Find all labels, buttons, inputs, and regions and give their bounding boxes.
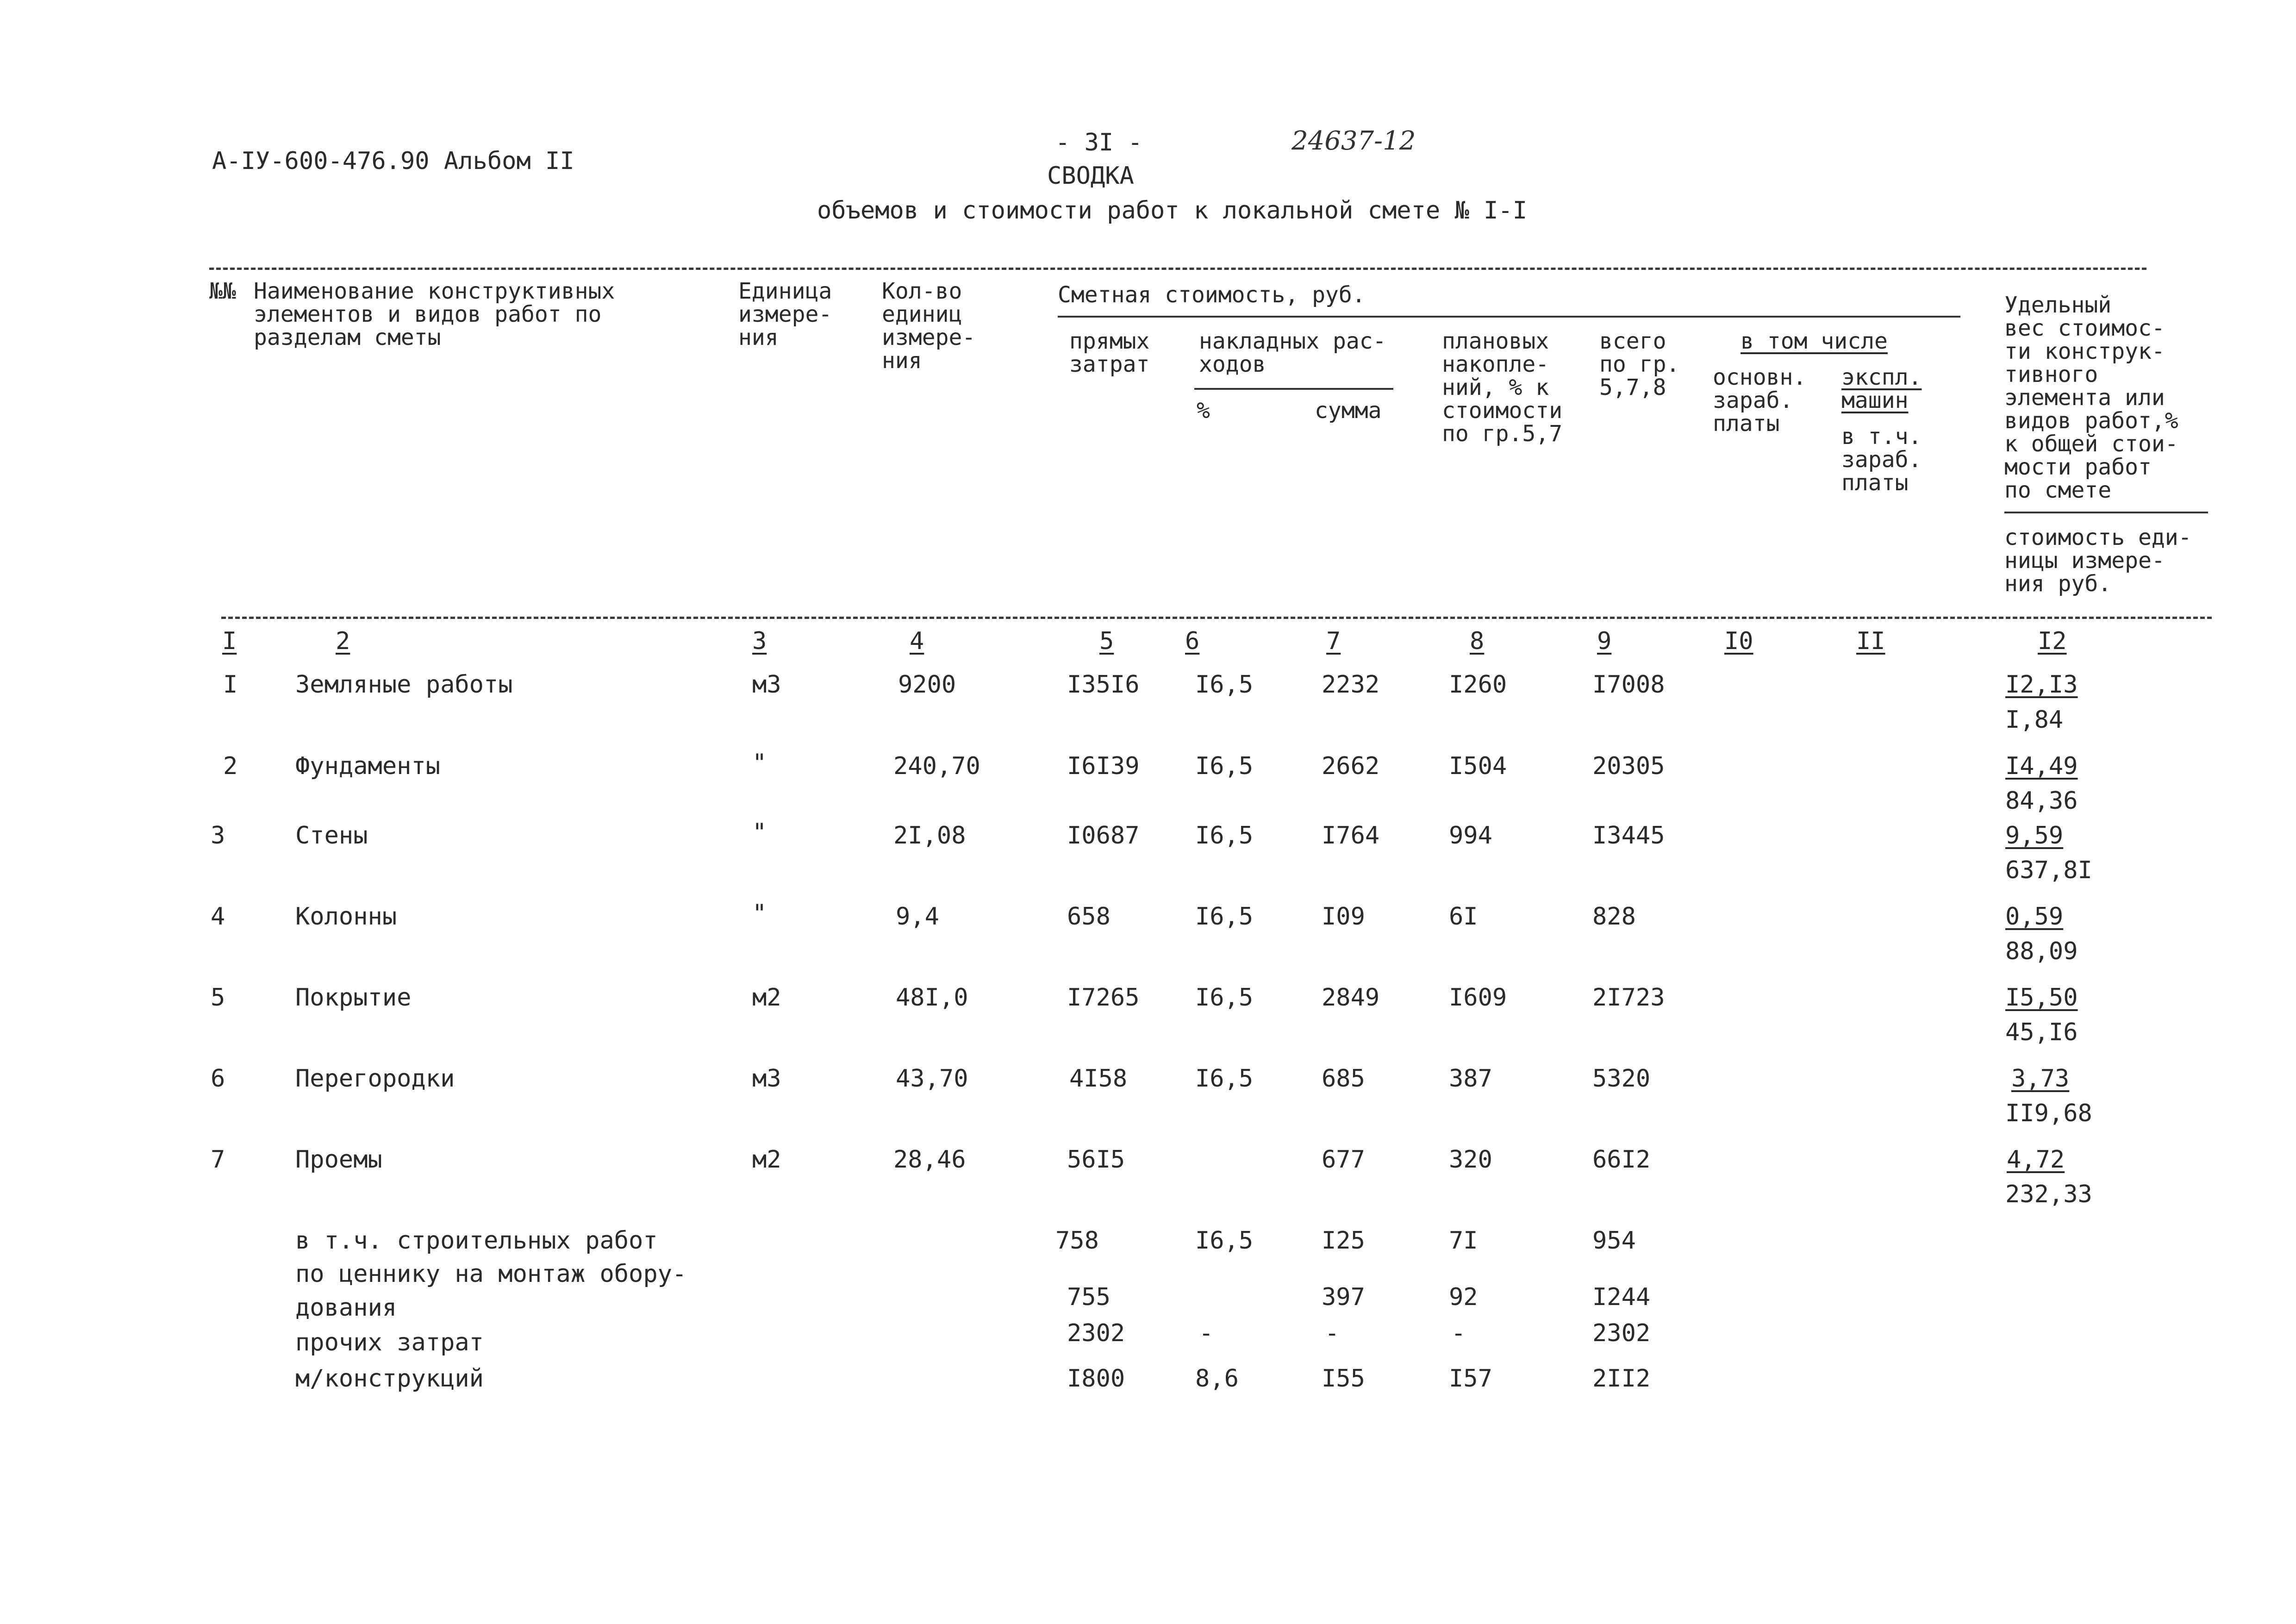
- row-name: Покрытие: [295, 984, 412, 1012]
- sub-row-total: 2II2: [1592, 1365, 1651, 1393]
- row-unit: м3: [752, 1065, 781, 1093]
- sub-row-direct: I800: [1067, 1365, 1125, 1393]
- sub-row-overhead-sum: I25: [1322, 1227, 1365, 1255]
- row-planned: I609: [1449, 984, 1507, 1012]
- header-including: в том числе: [1741, 328, 1888, 354]
- header-total: всего по гр. 5,7,8: [1599, 328, 1680, 400]
- table-top-rule: [209, 268, 2146, 270]
- row-overhead-percent: I6,5: [1195, 822, 1254, 849]
- row-name: Фундаменты: [295, 752, 441, 780]
- header-num: №№: [209, 278, 236, 304]
- row-qty: 48I,0: [896, 984, 968, 1012]
- sub-row-total: I244: [1592, 1283, 1651, 1311]
- row-share: I2,I3: [2005, 671, 2078, 699]
- row-num: 7: [211, 1146, 225, 1174]
- row-qty: 43,70: [896, 1065, 968, 1093]
- row-planned: 387: [1449, 1065, 1492, 1093]
- row-name: Проемы: [295, 1146, 382, 1174]
- row-overhead-sum: I09: [1322, 903, 1365, 931]
- row-qty: 9,4: [896, 903, 939, 931]
- header-machine-wages: в т.ч. зараб. платы: [1841, 424, 1922, 496]
- column-number: II: [1856, 627, 1885, 655]
- sub-row-direct: 758: [1055, 1227, 1099, 1255]
- row-unit-cost: 45,I6: [2005, 1018, 2078, 1046]
- sub-row-planned: 92: [1449, 1283, 1478, 1311]
- sub-row-overhead-sum: I55: [1322, 1365, 1365, 1393]
- row-planned: I260: [1449, 671, 1507, 699]
- row-name: Колонны: [295, 903, 397, 931]
- document-code: А-IУ-600-476.90 Альбом II: [212, 147, 574, 175]
- row-unit: м2: [752, 1146, 781, 1174]
- column-number: 9: [1597, 627, 1612, 655]
- sub-row-name: по ценнику на монтаж обору-: [295, 1260, 687, 1288]
- row-total: 2I723: [1592, 984, 1665, 1012]
- row-name: Перегородки: [295, 1065, 455, 1093]
- sub-row-overhead-sum: 397: [1322, 1283, 1365, 1311]
- row-name: Стены: [295, 822, 368, 849]
- row-unit-cost: 88,09: [2005, 937, 2078, 965]
- sub-row-planned: 7I: [1449, 1227, 1478, 1255]
- sub-row-name: в т.ч. строительных работ: [295, 1227, 658, 1255]
- column-number: I0: [1724, 627, 1753, 655]
- sub-row-overhead-percent: 8,6: [1195, 1365, 1239, 1393]
- sub-row-overhead-sum: -: [1325, 1319, 1340, 1347]
- header-unit: Единица измере- ния: [738, 278, 832, 350]
- header-bottom-rule: [221, 617, 2212, 619]
- row-total: 828: [1592, 903, 1636, 931]
- header-name: Наименование конструктивных элементов и видов работ по разделам сметы: [254, 278, 615, 350]
- row-planned: 994: [1449, 822, 1492, 849]
- row-unit-cost: 637,8I: [2005, 856, 2092, 884]
- row-overhead-percent: I6,5: [1195, 752, 1254, 780]
- column-number: 7: [1326, 627, 1341, 655]
- header-planned-savings: плановых накопле- ний, % к стоимости по гр.5,7: [1442, 328, 1563, 447]
- row-total: 5320: [1592, 1065, 1651, 1093]
- column-number: 3: [752, 627, 767, 655]
- column-number: 8: [1470, 627, 1485, 655]
- handwritten-number: 24637-12: [1292, 126, 1416, 156]
- row-share: 9,59: [2005, 822, 2064, 849]
- sub-row-direct: 2302: [1067, 1319, 1125, 1347]
- row-total: 20305: [1592, 752, 1665, 780]
- page-title: СВОДКА: [1047, 162, 1134, 190]
- sub-row-planned: I57: [1449, 1365, 1492, 1393]
- row-unit: м2: [752, 984, 781, 1012]
- row-num: I: [223, 671, 238, 699]
- page-number: - 3I -: [1055, 129, 1142, 156]
- row-total: I7008: [1592, 671, 1665, 699]
- column-number: I: [222, 627, 237, 655]
- row-unit: ": [752, 899, 767, 927]
- sub-row-total: 954: [1592, 1227, 1636, 1255]
- row-num: 3: [211, 822, 225, 849]
- header-qty: Кол-во единиц измере- ния: [882, 278, 976, 374]
- row-share: 0,59: [2005, 903, 2064, 931]
- specific-weight-rule: [2004, 512, 2208, 513]
- column-number: 5: [1099, 627, 1114, 655]
- header-specific-weight: Удельный вес стоимос- ти конструк- тивного элемента или видов работ,% к общей стои- мости работ по смете: [2004, 292, 2178, 503]
- row-planned: 6I: [1449, 903, 1478, 931]
- header-main-wages: основн. зараб. платы: [1713, 364, 1807, 437]
- column-number: I2: [2038, 627, 2067, 655]
- sub-row-planned: -: [1451, 1319, 1466, 1347]
- row-qty: 9200: [898, 671, 956, 699]
- row-qty: 28,46: [893, 1146, 966, 1174]
- row-direct: I6I39: [1067, 752, 1140, 780]
- row-total: I3445: [1592, 822, 1665, 849]
- header-overhead-sum: сумма: [1315, 398, 1382, 424]
- sub-row-name: прочих затрат: [295, 1329, 484, 1356]
- row-unit: м3: [752, 671, 781, 699]
- sub-row-name: дования: [295, 1294, 397, 1322]
- row-total: 66I2: [1592, 1146, 1651, 1174]
- row-unit-cost: 232,33: [2005, 1181, 2092, 1208]
- column-number: 6: [1185, 627, 1200, 655]
- row-overhead-sum: 2232: [1322, 671, 1380, 699]
- row-planned: I504: [1449, 752, 1507, 780]
- row-share: 4,72: [2007, 1146, 2065, 1174]
- row-planned: 320: [1449, 1146, 1492, 1174]
- sub-row-name: м/конструкций: [295, 1365, 484, 1393]
- row-name: Земляные работы: [295, 671, 513, 699]
- row-num: 5: [211, 984, 225, 1012]
- row-direct: 658: [1067, 903, 1111, 931]
- header-estimated-cost: Сметная стоимость, руб.: [1058, 282, 1366, 308]
- row-num: 6: [211, 1065, 225, 1093]
- sub-row-overhead-percent: I6,5: [1195, 1227, 1254, 1255]
- row-unit: ": [752, 749, 767, 777]
- row-direct: I0687: [1067, 822, 1140, 849]
- row-share: I4,49: [2005, 752, 2078, 780]
- row-unit-cost: I,84: [2005, 706, 2064, 734]
- column-number: 4: [910, 627, 924, 655]
- row-overhead-sum: 677: [1322, 1146, 1365, 1174]
- sub-row-total: 2302: [1592, 1319, 1651, 1347]
- header-machine-operation: экспл. машин: [1841, 364, 1922, 413]
- header-unit-cost: стоимость еди- ницы измере- ния руб.: [2004, 525, 2192, 597]
- header-overhead: накладных рас- ходов: [1199, 328, 1386, 377]
- row-overhead-percent: I6,5: [1195, 984, 1254, 1012]
- page-subtitle: объемов и стоимости работ к локальной смете № I-I: [817, 197, 1528, 225]
- row-overhead-percent: I6,5: [1195, 671, 1254, 699]
- row-share: I5,50: [2005, 984, 2078, 1012]
- row-unit-cost: 84,36: [2005, 787, 2078, 815]
- row-direct: I7265: [1067, 984, 1140, 1012]
- header-overhead-percent: %: [1197, 398, 1210, 424]
- row-overhead-sum: 2662: [1322, 752, 1380, 780]
- row-unit-cost: II9,68: [2005, 1099, 2092, 1127]
- overhead-split-rule: [1194, 388, 1393, 390]
- row-overhead-sum: I764: [1322, 822, 1380, 849]
- row-num: 2: [223, 752, 238, 780]
- row-direct: 56I5: [1067, 1146, 1125, 1174]
- column-number: 2: [336, 627, 350, 655]
- row-overhead-percent: I6,5: [1195, 1065, 1254, 1093]
- estimated-cost-rule: [1058, 316, 1960, 318]
- sub-row-direct: 755: [1067, 1283, 1111, 1311]
- row-overhead-sum: 2849: [1322, 984, 1380, 1012]
- row-overhead-sum: 685: [1322, 1065, 1365, 1093]
- row-qty: 240,70: [893, 752, 980, 780]
- row-unit: ": [752, 818, 767, 846]
- row-qty: 2I,08: [893, 822, 966, 849]
- row-direct: 4I58: [1069, 1065, 1128, 1093]
- header-direct-costs: прямых затрат: [1069, 328, 1150, 377]
- row-direct: I35I6: [1067, 671, 1140, 699]
- sub-row-overhead-percent: -: [1199, 1319, 1214, 1347]
- row-share: 3,73: [2011, 1065, 2070, 1093]
- row-overhead-percent: I6,5: [1195, 903, 1254, 931]
- row-num: 4: [211, 903, 225, 931]
